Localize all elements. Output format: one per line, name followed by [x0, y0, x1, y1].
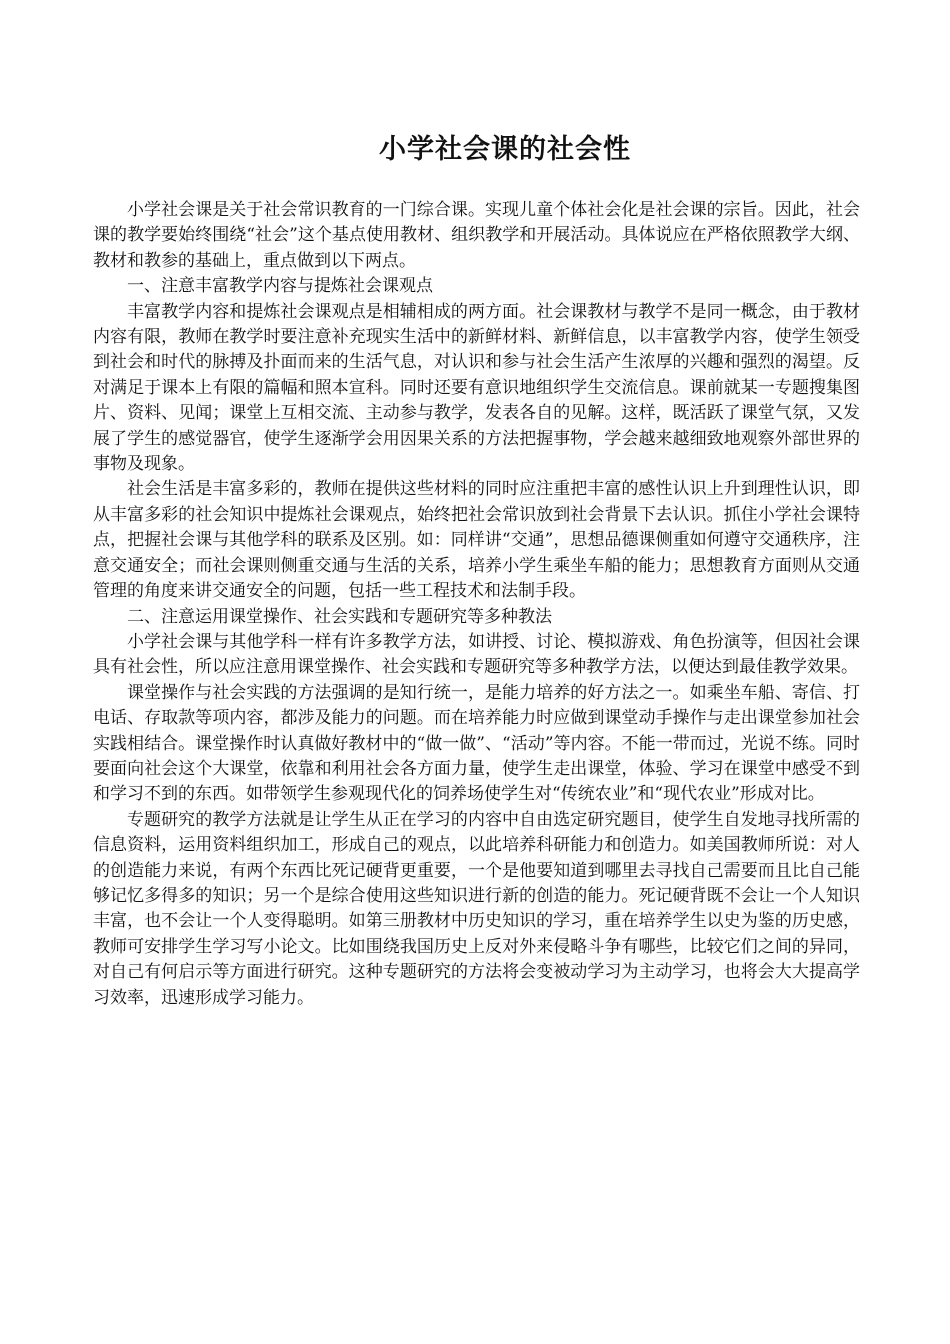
- paragraph-intro: 小学社会课是关于社会常识教育的一门综合课。实现儿童个体社会化是社会课的宗旨。因此，社会课的教学要始终围绕“社会”这个基点使用教材、组织教学和开展活动。具体说应在严格依照教学大纲、教材和教参的基础上，重点做到以下两点。: [93, 200, 860, 271]
- document-body: [93, 198, 860, 1011]
- paragraph-section1-b: 社会生活是丰富多彩的，教师在提供这些材料的同时应注重把丰富的感性认识上升到理性认识，即从丰富多彩的社会知识中提炼社会课观点，始终把社会常识放到社会背景下去认识。抓住小学社会课特点，把握社会课与其他学科的联系及区别。如：同样讲“交通”，思想品德课侧重如何遵守交通秩序，注意交通安全；而社会课则侧重交通与生活的关系，培养小学生乘坐车船的能力；思想教育方面则从交通管理的角度来讲交通安全的问题，包括一些工程技术和法制手段。: [93, 479, 860, 602]
- paragraph-section2-b: 课堂操作与社会实践的方法强调的是知行统一，是能力培养的好方法之一。如乘坐车船、寄信、打电话、存取款等项内容，都涉及能力的问题。而在培养能力时应做到课堂动手操作与走出课堂参加社会实践相结合。课堂操作时认真做好教材中的“做一做”、“活动”等内容。不能一带而过，光说不练。同时要面向社会这个大课堂，依靠和利用社会各方面力量，使学生走出课堂，体验、学习在课堂中感受不到和学习不到的东西。如带领学生参观现代化的饲养场使学生对“传统农业”和“现代农业”形成对比。: [93, 682, 860, 805]
- section-heading-2: 二、注意运用课堂操作、社会实践和专题研究等多种教法: [127, 606, 552, 627]
- paragraph-section1-a: 丰富教学内容和提炼社会课观点是相辅相成的两方面。社会课教材与教学不是同一概念，由于教材内容有限，教师在教学时要注意补充现实生活中的新鲜材料、新鲜信息，以丰富教学内容，使学生领受到社会和时代的脉搏及扑面而来的生活气息，对认识和参与社会生活产生浓厚的兴趣和强烈的渴望。反对满足于课本上有限的篇幅和照本宣科。同时还要有意识地组织学生交流信息。课前就某一专题搜集图片、资料、见闻；课堂上互相交流、主动参与教学，发表各自的见解。这样，既活跃了课堂气氛，又发展了学生的感觉器官，使学生逐渐学会用因果关系的方法把握事物，学会越来越细致地观察外部世界的事物及现象。: [93, 301, 860, 475]
- paragraph-section2-c: 专题研究的教学方法就是让学生从正在学习的内容中自由选定研究题目，使学生自发地寻找所需的信息资料，运用资料组织加工，形成自己的观点，以此培养科研能力和创造力。如美国教师所说：对人的创造能力来说，有两个东西比死记硬背更重要，一个是他要知道到哪里去寻找自己需要而且比自己能够记忆多得多的知识；另一个是综合使用这些知识进行新的创造的能力。死记硬背既不会让一个人知识丰富，也不会让一个人变得聪明。如第三册教材中历史知识的学习，重在培养学生以史为鉴的历史感，教师可安排学生学习写小论文。比如围绕我国历史上反对外来侵略斗争有哪些，比较它们之间的异同，对自己有何启示等方面进行研究。这种专题研究的方法将会变被动学习为主动学习，也将会大大提高学习效率，迅速形成学习能力。: [93, 809, 860, 1008]
- document-title: 小学社会课的社会性: [379, 134, 631, 165]
- section-heading-1: 一、注意丰富教学内容与提炼社会课观点: [127, 276, 433, 297]
- paragraph-section2-a: 小学社会课与其他学科一样有许多教学方法，如讲授、讨论、模拟游戏、角色扮演等，但因社会课具有社会性，所以应注意用课堂操作、社会实践和专题研究等多种教学方法，以便达到最佳教学效果。: [93, 631, 860, 678]
